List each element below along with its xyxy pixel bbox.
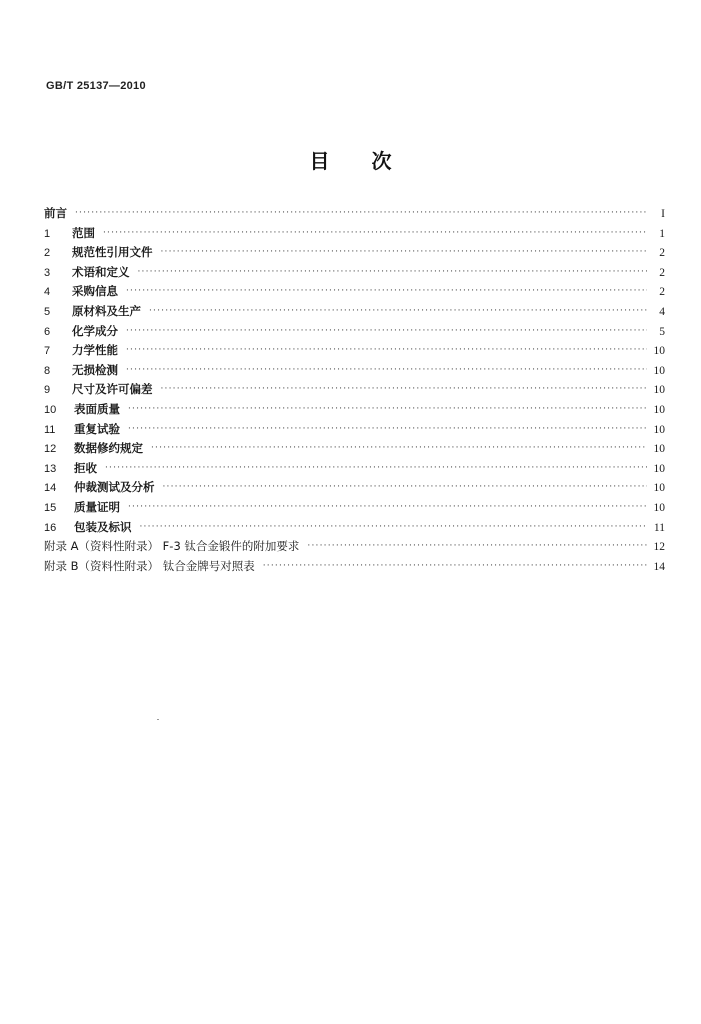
toc-entry-number: 13 (44, 462, 57, 475)
toc-entry-label: 数据修约规定 (74, 441, 143, 456)
toc-entry-label: 表面质量 (74, 401, 120, 416)
toc-dot-leader (126, 361, 647, 381)
toc-entry-page: 14 (653, 560, 665, 573)
toc-dot-leader (128, 400, 647, 420)
toc-entry-label: 术语和定义 (72, 264, 130, 279)
toc-entry-13[interactable] (44, 459, 665, 479)
toc-entry-5[interactable] (44, 302, 665, 322)
toc-entry-label: 重复试验 (74, 421, 120, 436)
toc-entry-3[interactable] (44, 263, 665, 283)
scan-speck (157, 719, 159, 720)
toc-dot-leader (161, 243, 648, 263)
toc-dot-leader (103, 224, 647, 244)
toc-entry-label: 力学性能 (72, 343, 118, 358)
toc-entry-page: 10 (653, 423, 665, 436)
toc-entry-number: 3 (44, 266, 51, 279)
toc-entry-2[interactable] (44, 243, 665, 263)
toc-entry-page: 1 (659, 227, 665, 240)
standard-code: GB/T 25137—2010 (46, 80, 146, 92)
toc-entry-page: 10 (653, 462, 665, 475)
toc-entry-page: I (661, 208, 665, 220)
toc-entry-10[interactable] (44, 400, 665, 420)
toc-entry-page: 5 (659, 325, 665, 338)
toc-entry-number: 11 (44, 423, 56, 436)
toc-entry-label: 附录 A（资料性附录） F-3 钛合金锻件的附加要求 (44, 539, 300, 554)
toc-entry-12[interactable] (44, 439, 665, 459)
toc-entry-number: 6 (44, 325, 51, 338)
toc-entry-page: 2 (659, 247, 665, 260)
toc-entry-page: 10 (653, 364, 665, 377)
toc-entry-label: 附录 B（资料性附录） 钛合金牌号对照表 (44, 558, 255, 573)
toc-dot-leader (75, 204, 647, 224)
toc-entry-label: 化学成分 (72, 323, 118, 338)
toc-entry-number: 5 (44, 305, 51, 318)
toc-entry-14[interactable] (44, 478, 665, 498)
toc-entry-page: 10 (653, 345, 665, 358)
toc-dot-leader (126, 341, 647, 361)
toc-entry-number: 7 (44, 345, 51, 358)
toc-entry-appendix-b[interactable] (44, 557, 665, 577)
toc-entry-label: 原材料及生产 (72, 303, 141, 318)
toc-entry-label: 无损检测 (72, 362, 118, 377)
toc-entry-number: 8 (44, 364, 51, 377)
toc-entry-page: 4 (659, 305, 665, 318)
toc-entry-15[interactable] (44, 498, 665, 518)
toc-entry-11[interactable] (44, 420, 665, 440)
toc-entry-number: 14 (44, 482, 57, 495)
toc-entry-page: 10 (653, 482, 665, 495)
toc-entry-number: 15 (44, 501, 57, 514)
toc-entry-page: 2 (659, 286, 665, 299)
toc-dot-leader (163, 478, 648, 498)
toc-dot-leader (126, 322, 647, 342)
toc-entry-appendix-a[interactable] (44, 537, 665, 557)
toc-entry-number: 2 (44, 247, 51, 260)
toc-entry-page: 10 (653, 384, 665, 397)
toc-entry-page: 10 (653, 403, 665, 416)
toc-entry-8[interactable] (44, 361, 665, 381)
toc-dot-leader (126, 282, 647, 302)
toc-entry-9[interactable] (44, 380, 665, 400)
toc-entry-number: 10 (44, 403, 57, 416)
toc-dot-leader (138, 263, 648, 283)
toc-entry-number: 1 (44, 227, 51, 240)
toc-entry-6[interactable] (44, 322, 665, 342)
toc-dot-leader (128, 498, 647, 518)
toc-dot-leader (149, 302, 647, 322)
toc-dot-leader (307, 537, 647, 557)
toc-entry-number: 9 (44, 384, 51, 397)
toc-dot-leader (161, 380, 648, 400)
toc-entry-page: 10 (653, 443, 665, 456)
page-title: 目次 (309, 149, 434, 173)
toc-dot-leader (128, 420, 647, 440)
toc-entry-label: 范围 (72, 225, 95, 240)
toc-entry-7[interactable] (44, 341, 665, 361)
toc-entry-label: 仲裁测试及分析 (74, 480, 155, 495)
toc-entry-label: 尺寸及许可偏差 (72, 382, 153, 397)
toc-entry-page: 2 (659, 266, 665, 279)
toc-entry-page: 11 (653, 521, 665, 534)
toc-entry-label: 规范性引用文件 (72, 245, 153, 260)
toc-entry-foreword[interactable] (44, 204, 665, 224)
toc-dot-leader (263, 557, 647, 577)
toc-entry-label: 前言 (44, 206, 67, 220)
toc-entry-4[interactable] (44, 282, 665, 302)
toc-entry-label: 采购信息 (72, 284, 118, 299)
toc-entry-label: 拒收 (74, 460, 97, 475)
table-of-contents (44, 204, 665, 576)
toc-entry-page: 10 (653, 501, 665, 514)
toc-entry-number: 12 (44, 443, 57, 456)
toc-dot-leader (140, 518, 648, 538)
toc-entry-label: 质量证明 (74, 499, 120, 514)
toc-dot-leader (105, 459, 647, 479)
toc-entry-1[interactable] (44, 224, 665, 244)
toc-entry-16[interactable] (44, 518, 665, 538)
toc-dot-leader (151, 439, 647, 459)
toc-entry-number: 4 (44, 286, 51, 299)
toc-entry-page: 12 (653, 541, 665, 554)
toc-entry-label: 包装及标识 (74, 519, 132, 534)
toc-entry-number: 16 (44, 521, 57, 534)
